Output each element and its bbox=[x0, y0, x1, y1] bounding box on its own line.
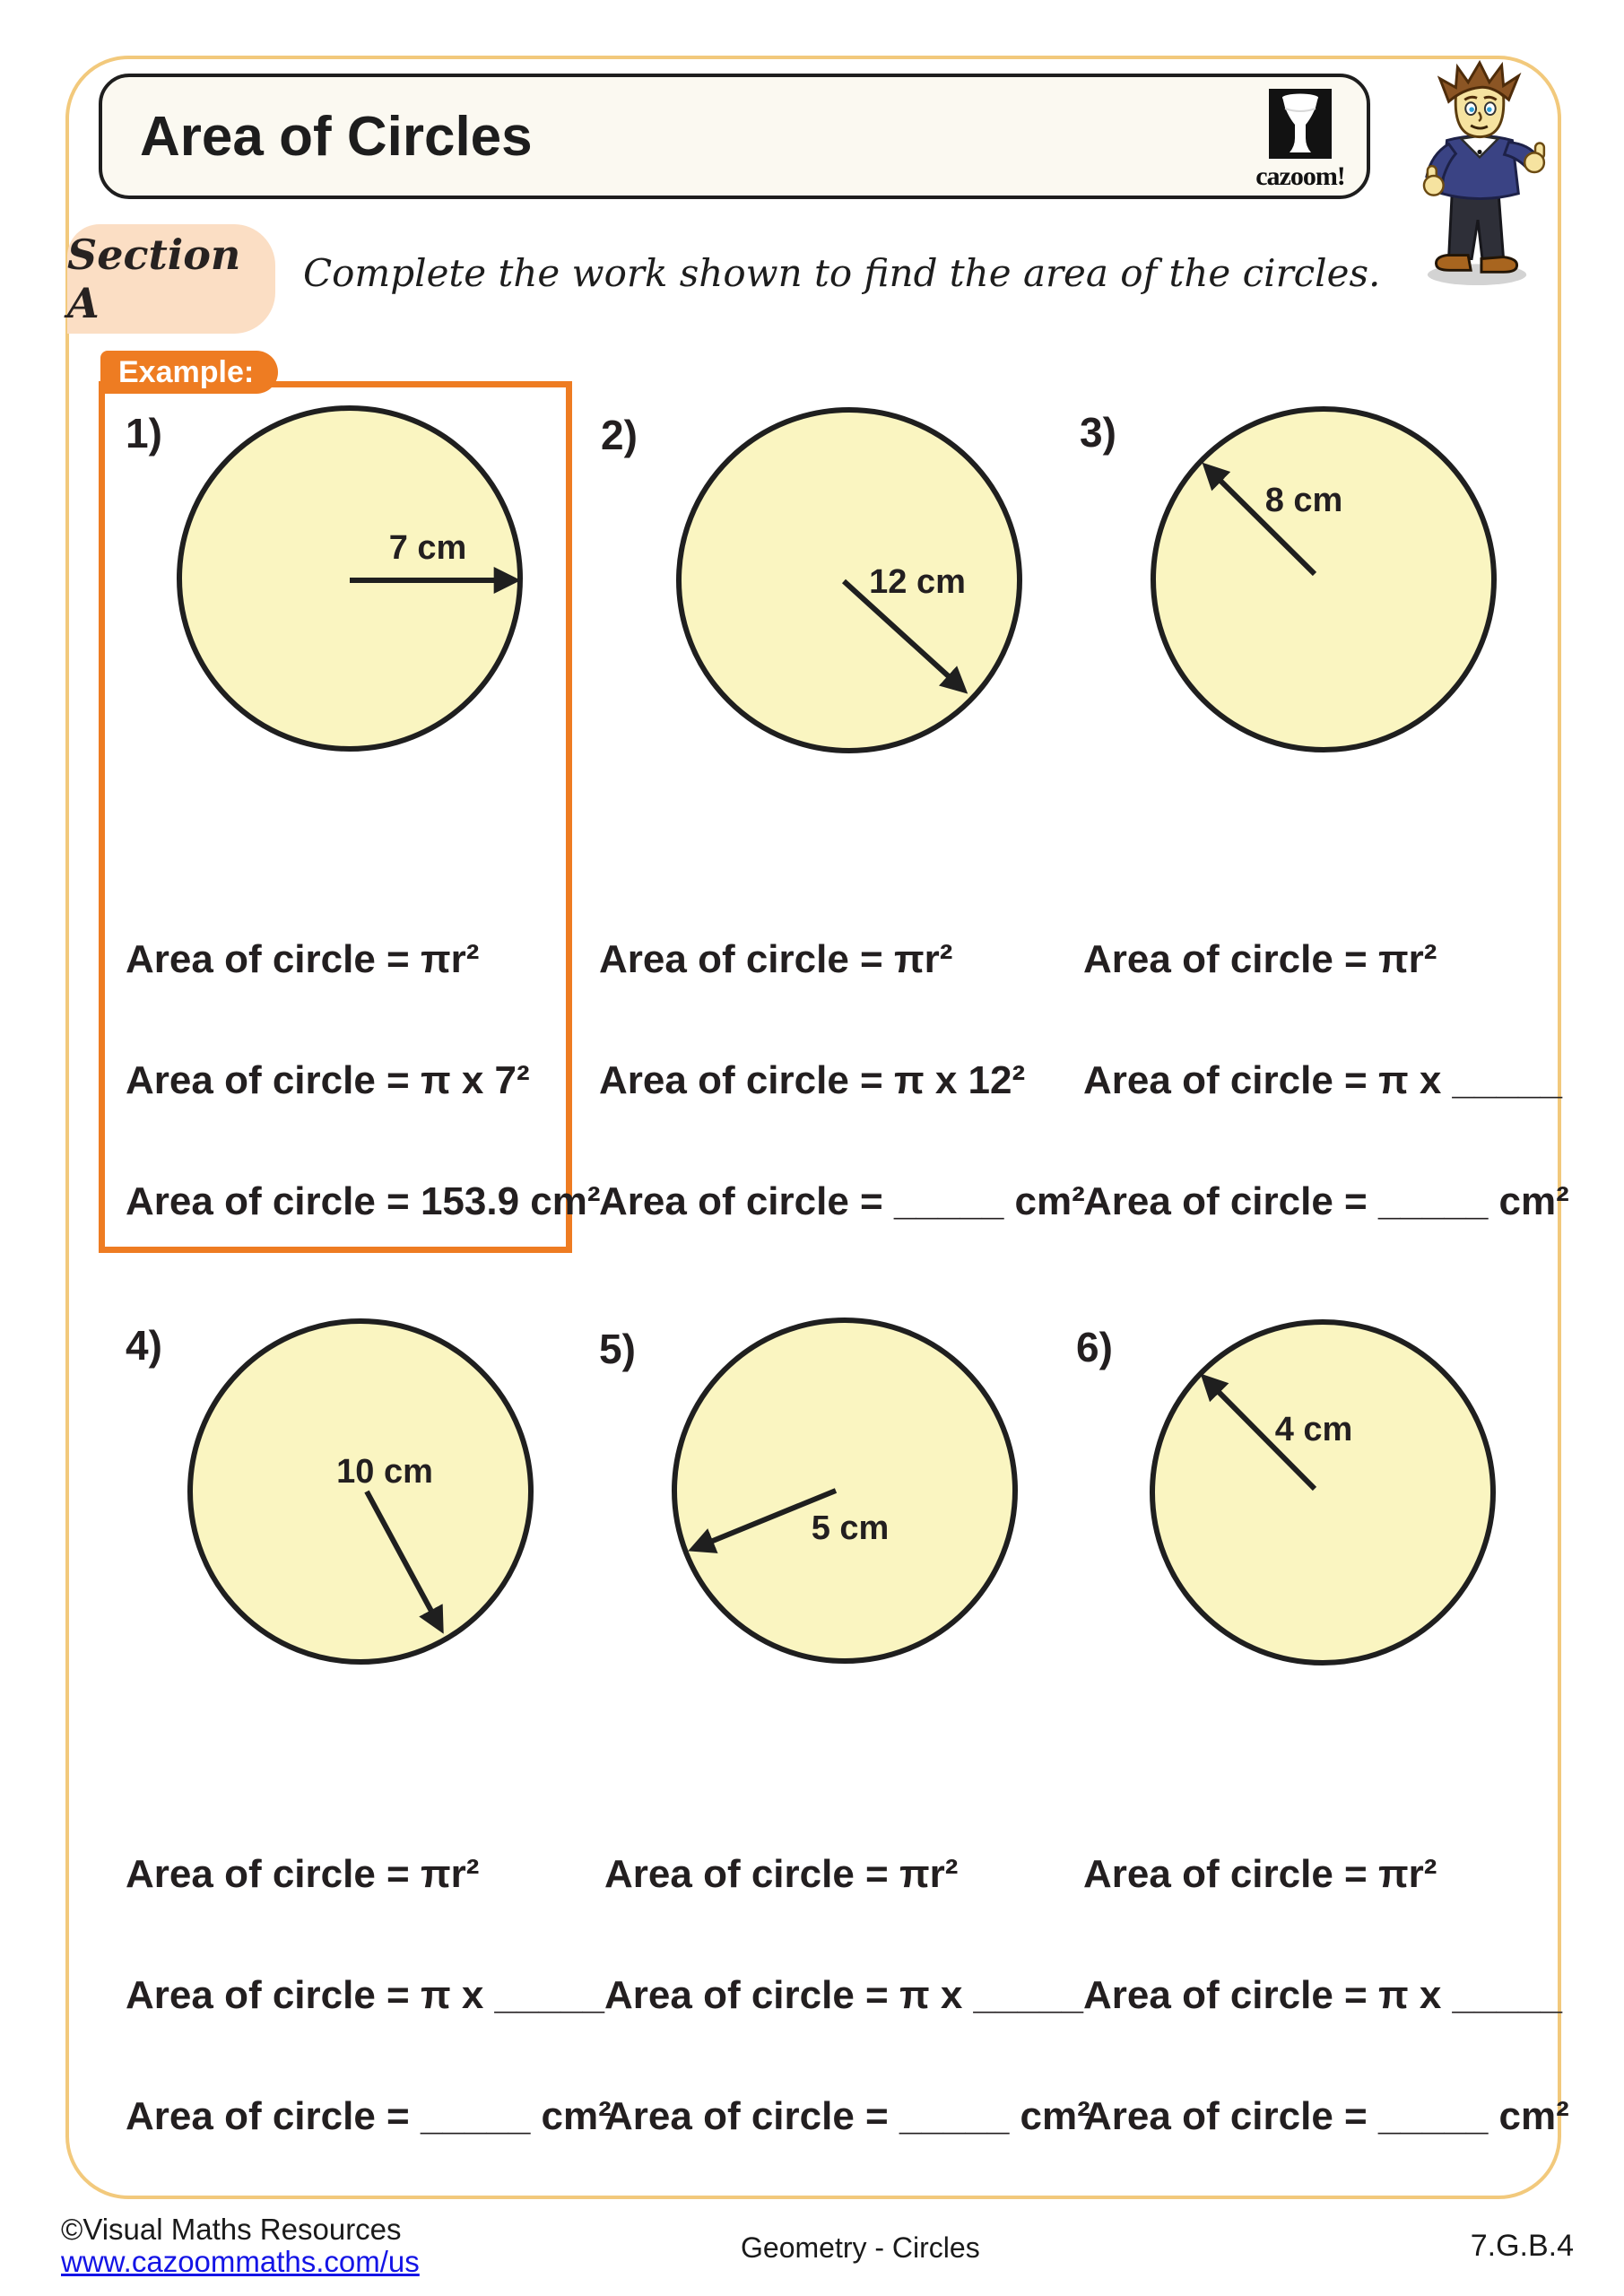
problem-6-work bbox=[1083, 1853, 1569, 2137]
footer-copyright: ©Visual Maths Resources bbox=[61, 2213, 402, 2246]
title-bar bbox=[99, 74, 1370, 199]
problem-2-circle-diagram bbox=[670, 401, 1029, 760]
problem-2-work bbox=[599, 938, 1085, 1222]
problem-1-circle-diagram bbox=[170, 399, 529, 758]
formula-line: Area of circle = π x 12² bbox=[599, 1058, 1026, 1102]
problem-6-circle-diagram bbox=[1143, 1313, 1502, 1672]
radius-label: 7 cm bbox=[388, 529, 467, 567]
cazoom-logo bbox=[1246, 89, 1354, 192]
formula-line: Area of circle = π x _____ bbox=[126, 1973, 604, 2017]
formula-line: Area of circle = _____ cm² bbox=[599, 1179, 1085, 1223]
formula-line: Area of circle = _____ cm² bbox=[126, 2094, 612, 2138]
formula-line: Area of circle = _____ cm² bbox=[604, 2094, 1090, 2138]
radius-label: 8 cm bbox=[1264, 482, 1343, 519]
section-a-label: Section A bbox=[67, 230, 241, 327]
cazoom-drum-icon bbox=[1269, 147, 1332, 162]
footer-standard-code: 7.G.B.4 bbox=[1470, 2229, 1574, 2263]
formula-line: Area of circle = 153.9 cm² bbox=[126, 1179, 601, 1223]
section-a-badge bbox=[67, 224, 275, 334]
footer-subject: Geometry - Circles bbox=[741, 2231, 980, 2264]
formula-line: Area of circle = π x _____ bbox=[604, 1973, 1083, 2017]
problem-4-work bbox=[126, 1853, 612, 2137]
problem-2-number: 2) bbox=[601, 412, 638, 458]
formula-line: Area of circle = πr² bbox=[126, 1852, 480, 1896]
footer-website-link[interactable]: www.cazoommaths.com/us bbox=[61, 2245, 420, 2278]
formula-line: Area of circle = πr² bbox=[126, 937, 480, 981]
radius-label: 5 cm bbox=[811, 1509, 890, 1547]
page-title: Area of Circles bbox=[140, 105, 533, 168]
mascot-boy-illustration bbox=[1395, 59, 1564, 293]
formula-line: Area of circle = πr² bbox=[1083, 937, 1437, 981]
problem-3-work bbox=[1083, 938, 1569, 1222]
formula-line: Area of circle = πr² bbox=[1083, 1852, 1437, 1896]
problem-5-number: 5) bbox=[599, 1326, 636, 1372]
formula-line: Area of circle = π x _____ bbox=[1083, 1973, 1562, 2017]
formula-line: Area of circle = π x _____ bbox=[1083, 1058, 1562, 1102]
circle-shape bbox=[1153, 409, 1494, 750]
example-tab-label: Example: bbox=[118, 354, 255, 389]
formula-line: Area of circle = πr² bbox=[604, 1852, 959, 1896]
circle-shape bbox=[190, 1321, 531, 1662]
formula-line: Area of circle = π x 7² bbox=[126, 1058, 530, 1102]
radius-label: 4 cm bbox=[1274, 1411, 1353, 1448]
problem-5-circle-diagram bbox=[665, 1311, 1024, 1670]
formula-line: Area of circle = _____ cm² bbox=[1083, 2094, 1569, 2138]
circle-shape bbox=[679, 410, 1020, 751]
problem-4-number: 4) bbox=[126, 1322, 162, 1369]
circle-shape bbox=[674, 1320, 1015, 1661]
problem-5-work bbox=[604, 1853, 1090, 2137]
example-tab bbox=[100, 351, 278, 394]
radius-label: 12 cm bbox=[869, 563, 966, 601]
problem-1-number: 1) bbox=[126, 410, 162, 457]
section-a-instruction: Complete the work shown to find the area of the circles. bbox=[303, 251, 1381, 295]
circle-shape bbox=[1152, 1322, 1493, 1663]
formula-line: Area of circle = πr² bbox=[599, 937, 953, 981]
problem-3-circle-diagram bbox=[1144, 400, 1503, 759]
radius-label: 10 cm bbox=[336, 1453, 433, 1491]
problem-6-number: 6) bbox=[1076, 1324, 1113, 1370]
problem-4-circle-diagram bbox=[181, 1312, 540, 1671]
problem-3-number: 3) bbox=[1080, 409, 1116, 456]
problem-1-work bbox=[126, 938, 601, 1222]
cazoom-logo-wordmark: cazoom! bbox=[1255, 161, 1345, 191]
formula-line: Area of circle = _____ cm² bbox=[1083, 1179, 1569, 1223]
